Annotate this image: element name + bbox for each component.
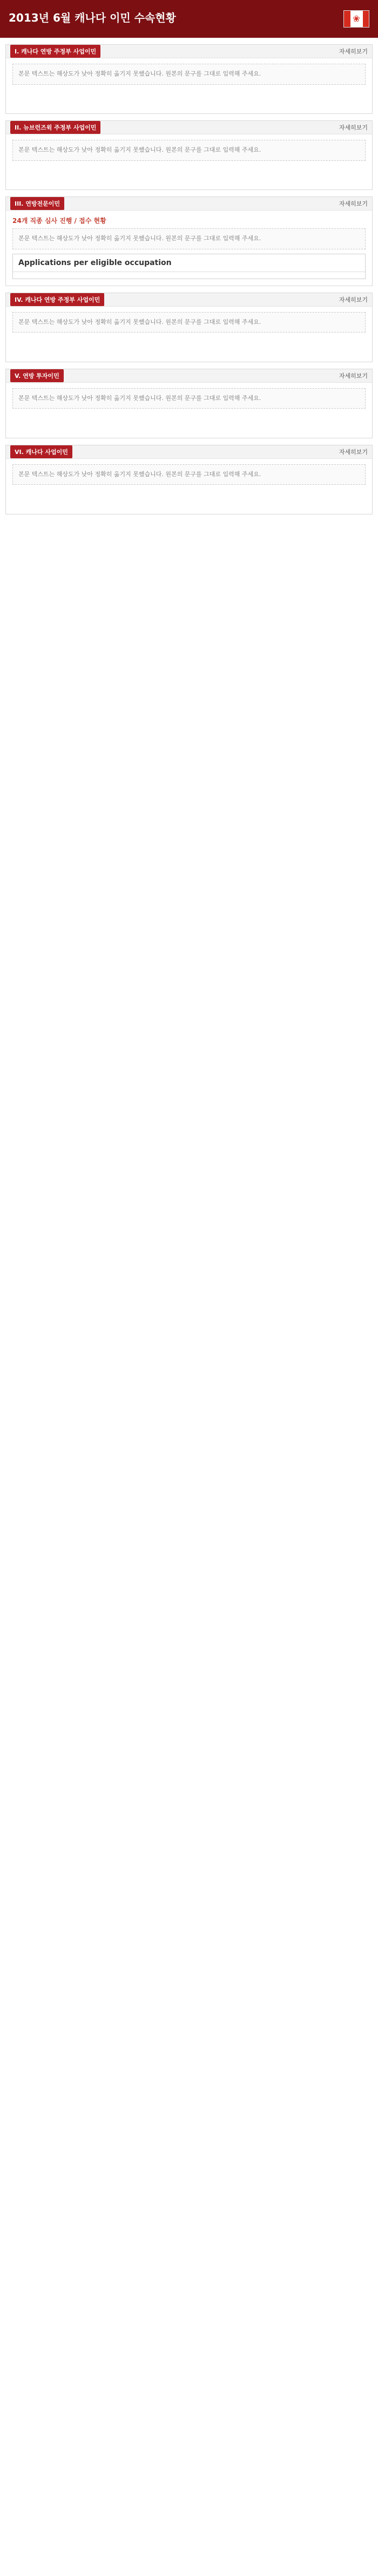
- flag-right-band: [363, 11, 369, 27]
- content-gap-note: 본문 텍스트는 해상도가 낮아 정확히 옮기지 못했습니다. 원본의 문구를 그대로 입력해 주세요.: [12, 464, 366, 485]
- section-1-more-button[interactable]: 자세히보기: [339, 48, 368, 55]
- section-2-bar: [6, 121, 372, 134]
- section-3-content: [6, 211, 372, 286]
- section-2-content: [6, 134, 372, 189]
- section-3-more-button[interactable]: 자세히보기: [339, 200, 368, 207]
- content-gap-note: 본문 텍스트는 해상도가 낮아 정확히 옮기지 못했습니다. 원본의 문구를 그대로 입력해 주세요.: [12, 388, 366, 409]
- header-text: [9, 11, 176, 26]
- content-gap-note: 본문 텍스트는 해상도가 낮아 정확히 옮기지 못했습니다. 원본의 문구를 그대로 입력해 주세요.: [12, 140, 366, 161]
- section-4: [5, 293, 373, 362]
- page-title: 2013년 6월 캐나다 이민 수속현황: [9, 11, 176, 24]
- section-6-title: VI. 캐나다 사업이민: [10, 445, 72, 458]
- professional-subhead: 24개 직종 심사 진행 / 접수 현황: [12, 217, 106, 225]
- page: [0, 0, 378, 514]
- page-header: [0, 0, 378, 38]
- section-4-more-button[interactable]: 자세히보기: [339, 296, 368, 303]
- section-1-bar: [6, 45, 372, 58]
- section-6-bar: [6, 445, 372, 459]
- section-3-bar: [6, 197, 372, 211]
- section-6: [5, 445, 373, 514]
- section-5-bar: [6, 369, 372, 383]
- section-5: [5, 369, 373, 438]
- occupations-table-title: Applications per eligible occupation: [13, 254, 365, 272]
- section-4-bar: [6, 293, 372, 307]
- section-1-title: I. 캐나다 연방 주정부 사업이민: [10, 45, 100, 58]
- occupations-table: [12, 254, 366, 279]
- content-gap-note: 본문 텍스트는 해상도가 낮아 정확히 옮기지 못했습니다. 원본의 문구를 그대로 입력해 주세요.: [12, 64, 366, 85]
- section-4-content: [6, 307, 372, 362]
- occupations-table-date: [13, 272, 365, 279]
- flag-left-band: [344, 11, 350, 27]
- section-6-more-button[interactable]: 자세히보기: [339, 448, 368, 456]
- section-2-more-button[interactable]: 자세히보기: [339, 124, 368, 131]
- section-3-title: III. 연방전문이민: [10, 197, 64, 210]
- canada-flag-icon: [343, 10, 369, 28]
- content-gap-note: 본문 텍스트는 해상도가 낮아 정확히 옮기지 못했습니다. 원본의 문구를 그대로 입력해 주세요.: [12, 228, 366, 249]
- maple-leaf-icon: ❀: [353, 13, 360, 24]
- section-2: [5, 120, 373, 190]
- section-5-content: [6, 383, 372, 438]
- section-6-content: [6, 459, 372, 514]
- section-5-more-button[interactable]: 자세히보기: [339, 372, 368, 379]
- section-3: [5, 196, 373, 286]
- section-5-title: V. 연방 투자이민: [10, 369, 64, 382]
- content-gap-note: 본문 텍스트는 해상도가 낮아 정확히 옮기지 못했습니다. 원본의 문구를 그대로 입력해 주세요.: [12, 312, 366, 333]
- section-4-title: IV. 캐나다 연방 주정부 사업이민: [10, 293, 104, 306]
- section-2-title: II. 뉴브런즈윅 주정부 사업이민: [10, 121, 100, 134]
- section-1: [5, 44, 373, 114]
- section-1-content: [6, 58, 372, 113]
